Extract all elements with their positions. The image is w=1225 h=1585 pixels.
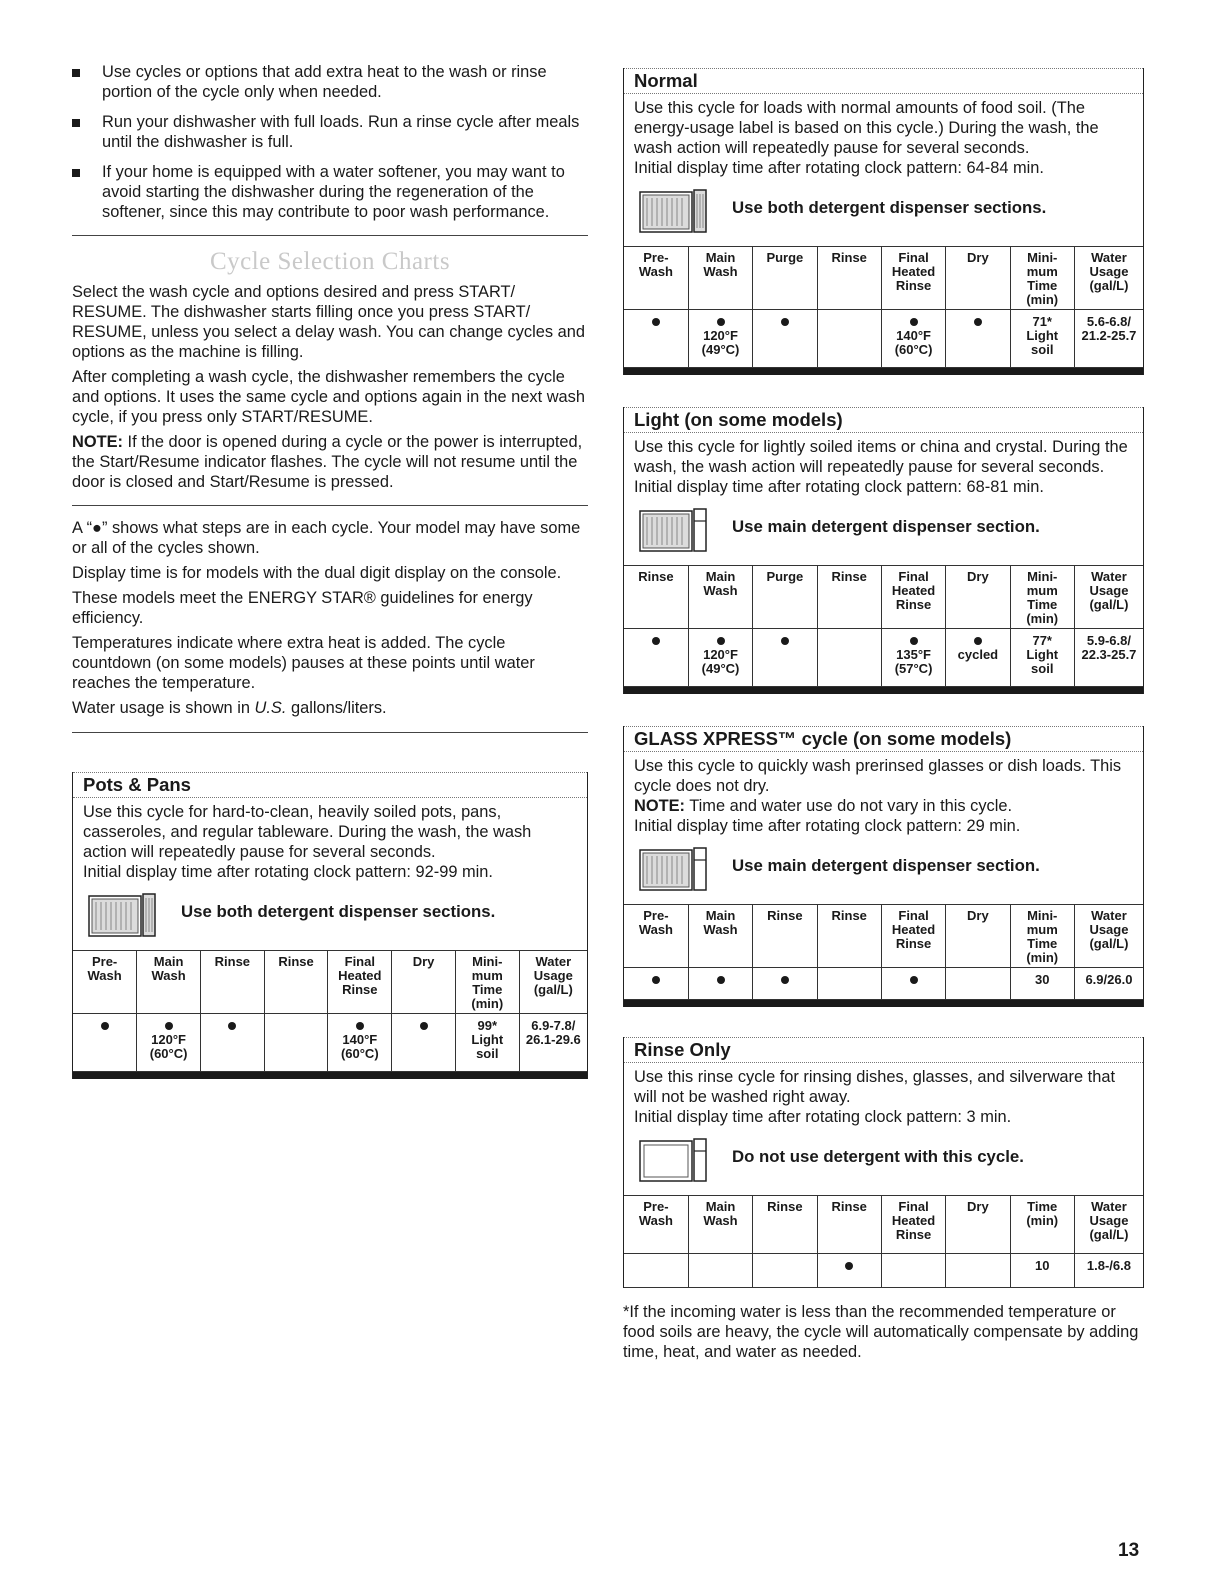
table-row — [624, 310, 1143, 368]
step-dot-icon — [910, 976, 918, 984]
left-column — [72, 62, 588, 1079]
cycle-description: Use this rinse cycle for rinsing dishes, glasses, and silverware that will not be washed right away. Initial display time after rotating clock pattern: 3 min. — [624, 1063, 1143, 1127]
display-time: Initial display time after rotating clock pattern: 92-99 min. — [83, 863, 493, 881]
list-item: If your home is equipped with a water softener, you may want to avoid starting the dishwasher during the regeneration of the softener, since this may contribute to poor wash performance. — [72, 162, 588, 222]
footnote: *If the incoming water is less than the recommended temperature or food soils are heavy, the cycle will automatically compensate by adding time, heat, and water as needed. — [623, 1303, 1139, 1361]
page-number: 13 — [1118, 1540, 1140, 1561]
table-header: Dry — [946, 247, 1010, 310]
table-cell: 6.9/26.0 — [1074, 968, 1143, 1000]
table-bottom-bar — [624, 368, 1143, 375]
paragraph: These models meet the ENERGY STAR® guidelines for energy efficiency. — [72, 589, 533, 627]
table-cell — [753, 310, 817, 368]
table-cell — [200, 1014, 264, 1072]
table-cell — [73, 1014, 137, 1072]
table-cell — [881, 968, 945, 1000]
table-cell: 120°F (60°C) — [137, 1014, 201, 1072]
table-header: Final Heated Rinse — [881, 905, 945, 968]
table-cell: 140°F (60°C) — [328, 1014, 392, 1072]
table-header-row — [624, 566, 1143, 629]
table-header: Pre- Wash — [624, 905, 688, 968]
table-header: Rinse — [817, 905, 881, 968]
cycle-title: Light (on some models) — [634, 409, 843, 430]
table-header-row — [624, 1196, 1143, 1254]
detergent-instruction: Use both detergent dispenser sections. — [181, 902, 496, 921]
cycle-title: Normal — [634, 70, 698, 91]
cycle-title: Rinse Only — [634, 1039, 731, 1060]
table-cell: cycled — [946, 629, 1010, 687]
list-item: Use cycles or options that add extra heat to the wash or rinse portion of the cycle only when needed. — [72, 62, 588, 102]
section-title: Cycle Selection Charts — [209, 248, 451, 275]
table-cell: 71* Light soil — [1010, 310, 1074, 368]
cycle-header — [624, 407, 1143, 433]
table-cell — [392, 1014, 456, 1072]
table-header: Mini- mum Time (min) — [1010, 905, 1074, 968]
note-paragraph: NOTE: Time and water use do not vary in this cycle. — [634, 797, 1013, 815]
step-dot-icon — [781, 637, 789, 645]
display-time: Initial display time after rotating clock pattern: 29 min. — [634, 817, 1021, 835]
table-header: Rinse — [624, 566, 688, 629]
table-header: Water Usage (gal/L) — [519, 951, 587, 1014]
cycle-table — [624, 1195, 1143, 1288]
table-cell — [817, 629, 881, 687]
step-dot-icon — [165, 1022, 173, 1030]
table-cell — [817, 310, 881, 368]
step-dot-icon — [652, 976, 660, 984]
table-row — [73, 1014, 587, 1072]
display-time: Initial display time after rotating clock pattern: 64-84 min. — [634, 159, 1044, 177]
display-time: Initial display time after rotating clock pattern: 3 min. — [634, 1108, 1012, 1126]
step-dot-icon — [974, 637, 982, 645]
table-cell — [753, 629, 817, 687]
table-header: Main Wash — [688, 905, 752, 968]
table-cell — [753, 968, 817, 1000]
table-header-row — [624, 905, 1143, 968]
table-bottom-bar — [624, 1000, 1143, 1007]
table-header: Rinse — [753, 905, 817, 968]
main-dispenser-icon — [638, 846, 708, 894]
table-header-row — [73, 951, 587, 1014]
bullet-square-icon — [72, 69, 80, 77]
table-header: Rinse — [817, 1196, 881, 1254]
table-header: Mini- mum Time (min) — [455, 951, 519, 1014]
cycle-normal — [623, 68, 1144, 375]
step-dot-icon — [781, 318, 789, 326]
table-cell — [753, 1254, 817, 1288]
step-dot-icon — [652, 318, 660, 326]
bullet-square-icon — [72, 119, 80, 127]
detergent-instruction: Use main detergent dispenser section. — [732, 856, 1040, 875]
table-cell — [624, 1254, 688, 1288]
step-dot-icon — [717, 976, 725, 984]
table-header: Final Heated Rinse — [881, 247, 945, 310]
both-dispenser-icon — [87, 892, 157, 940]
table-cell: 5.9-6.8/ 22.3-25.7 — [1074, 629, 1143, 687]
table-cell: 10 — [1010, 1254, 1074, 1288]
table-header: Pre- Wash — [73, 951, 137, 1014]
cycle-rinse-only — [623, 1037, 1144, 1288]
empty-dispenser-icon — [638, 1137, 708, 1185]
table-cell — [688, 1254, 752, 1288]
table-cell: 140°F (60°C) — [881, 310, 945, 368]
table-header: Water Usage (gal/L) — [1074, 247, 1143, 310]
cycle-pots-pans — [72, 772, 588, 1079]
cycle-description: Use this cycle to quickly wash prerinsed glasses or dish loads. This cycle does not dry. NOTE: Time and water use do not vary in this cycle. Initial display time after rotating clock pattern: 29 min. — [624, 752, 1143, 836]
detergent-instruction: Do not use detergent with this cycle. — [732, 1147, 1024, 1166]
table-row — [624, 629, 1143, 687]
table-header: Mini- mum Time (min) — [1010, 247, 1074, 310]
cycle-header — [624, 726, 1143, 752]
table-header: Pre- Wash — [624, 1196, 688, 1254]
main-dispenser-icon — [638, 507, 708, 555]
step-dot-icon — [845, 1262, 853, 1270]
table-row — [624, 968, 1143, 1000]
table-header: Final Heated Rinse — [881, 1196, 945, 1254]
right-column — [623, 68, 1144, 1362]
divider — [72, 235, 588, 236]
table-cell: 135°F (57°C) — [881, 629, 945, 687]
table-header: Rinse — [200, 951, 264, 1014]
table-cell: 1.8-/6.8 — [1074, 1254, 1143, 1288]
cycle-description: Use this cycle for lightly soiled items or china and crystal. During the wash, the wash action will repeatedly pause for several seconds. Initial display time after rotating clock pattern: 68-81 min. — [624, 433, 1143, 497]
table-cell — [624, 310, 688, 368]
table-header-row — [624, 247, 1143, 310]
table-cell: 120°F (49°C) — [688, 310, 752, 368]
paragraph: Temperatures indicate where extra heat is added. The cycle countdown (on some models) pauses at these points until water reaches the temperature. — [72, 634, 535, 692]
table-header: Main Wash — [137, 951, 201, 1014]
step-dot-icon — [101, 1022, 109, 1030]
paragraph: A “●” shows what steps are in each cycle. Your model may have some or all of the cycles shown. — [72, 519, 581, 557]
table-header: Final Heated Rinse — [881, 566, 945, 629]
table-cell — [946, 1254, 1010, 1288]
cycle-description: Use this cycle for hard-to-clean, heavily soiled pots, pans, casseroles, and regular tableware. During the wash, the wash action will repeatedly pause for several seconds. Initial display time after rotating clock pattern: 92-99 min. — [73, 798, 587, 882]
table-cell: 77* Light soil — [1010, 629, 1074, 687]
table-cell — [624, 629, 688, 687]
cycle-table — [624, 565, 1143, 687]
table-header: Purge — [753, 566, 817, 629]
bullet-square-icon — [72, 169, 80, 177]
table-header: Rinse — [753, 1196, 817, 1254]
table-cell: 6.9-7.8/ 26.1-29.6 — [519, 1014, 587, 1072]
table-header: Main Wash — [688, 566, 752, 629]
step-dot-icon — [717, 318, 725, 326]
table-header: Rinse — [817, 566, 881, 629]
step-dot-icon — [974, 318, 982, 326]
note-paragraph: NOTE: If the door is opened during a cycle or the power is interrupted, the Start/Resume indicator flashes. The cycle will not resume until the door is closed and Start/Resume is pressed. — [72, 433, 583, 491]
table-header: Water Usage (gal/L) — [1074, 1196, 1143, 1254]
table-header: Dry — [946, 566, 1010, 629]
detergent-row — [624, 497, 1143, 565]
table-cell — [946, 310, 1010, 368]
cycle-header — [624, 68, 1143, 94]
both-dispenser-icon — [638, 188, 708, 236]
cycle-table — [624, 904, 1143, 1000]
table-cell — [881, 1254, 945, 1288]
step-dot-icon — [420, 1022, 428, 1030]
step-dot-icon — [910, 318, 918, 326]
table-header: Purge — [753, 247, 817, 310]
cycle-table — [73, 950, 587, 1072]
detergent-instruction: Use main detergent dispenser section. — [732, 517, 1040, 536]
table-row — [624, 1254, 1143, 1288]
step-dot-icon — [356, 1022, 364, 1030]
cycle-light — [623, 407, 1144, 694]
detergent-row — [624, 836, 1143, 904]
table-cell — [946, 968, 1010, 1000]
table-header: Main Wash — [688, 247, 752, 310]
table-bottom-bar — [73, 1072, 587, 1079]
table-header: Dry — [392, 951, 456, 1014]
cycle-description: Use this cycle for loads with normal amounts of food soil. (The energy-usage label is based on this cycle.) During the wash, the wash action will repeatedly pause for several seconds. Initial display time after rotating clock pattern: 64-84 min. — [624, 94, 1143, 178]
table-header: Water Usage (gal/L) — [1074, 905, 1143, 968]
table-cell — [624, 968, 688, 1000]
table-bottom-bar — [624, 687, 1143, 694]
table-cell — [688, 968, 752, 1000]
step-dot-icon — [910, 637, 918, 645]
energy-tips-list — [72, 62, 588, 222]
table-header: Rinse — [817, 247, 881, 310]
table-cell — [817, 968, 881, 1000]
table-header: Dry — [946, 1196, 1010, 1254]
table-header: Rinse — [264, 951, 328, 1014]
paragraph: After completing a wash cycle, the dishwasher remembers the cycle and options. It uses the same cycle and options again in the next wash cycle, if you press only START/RESUME. — [72, 368, 585, 426]
table-cell: 99* Light soil — [455, 1014, 519, 1072]
table-header: Final Heated Rinse — [328, 951, 392, 1014]
step-dot-icon — [228, 1022, 236, 1030]
water-usage-paragraph: Water usage is shown in U.S. gallons/liters. — [72, 699, 387, 717]
detergent-row — [624, 1127, 1143, 1195]
step-dot-icon — [717, 637, 725, 645]
step-dot-icon — [781, 976, 789, 984]
table-header: Main Wash — [688, 1196, 752, 1254]
table-header: Water Usage (gal/L) — [1074, 566, 1143, 629]
cycle-header — [624, 1037, 1143, 1063]
paragraph: Display time is for models with the dual digit display on the console. — [72, 564, 562, 582]
cycle-table — [624, 246, 1143, 368]
cycle-header — [73, 772, 587, 798]
table-cell — [264, 1014, 328, 1072]
table-cell: 120°F (49°C) — [688, 629, 752, 687]
detergent-instruction: Use both detergent dispenser sections. — [732, 198, 1047, 217]
table-header: Dry — [946, 905, 1010, 968]
cycle-glass-xpress — [623, 726, 1144, 1007]
detergent-row — [624, 178, 1143, 246]
note-label: NOTE: — [634, 797, 685, 815]
cycle-title: Pots & Pans — [83, 774, 191, 795]
divider — [72, 505, 588, 506]
detergent-row — [73, 882, 587, 950]
divider — [72, 732, 588, 733]
table-cell — [817, 1254, 881, 1288]
table-header: Mini- mum Time (min) — [1010, 566, 1074, 629]
step-dot-icon — [652, 637, 660, 645]
paragraph: Select the wash cycle and options desired and press START/ RESUME. The dishwasher starts filling once you press START/ RESUME, unless you select a delay wash. You can change cycles and options as the machine is filling. — [72, 283, 585, 361]
display-time: Initial display time after rotating clock pattern: 68-81 min. — [634, 478, 1044, 496]
table-cell: 5.6-6.8/ 21.2-25.7 — [1074, 310, 1143, 368]
cycle-title: GLASS XPRESS™ cycle (on some models) — [634, 728, 1012, 749]
table-header: Pre- Wash — [624, 247, 688, 310]
table-header: Time (min) — [1010, 1196, 1074, 1254]
note-label: NOTE: — [72, 433, 123, 451]
table-cell: 30 — [1010, 968, 1074, 1000]
list-item: Run your dishwasher with full loads. Run a rinse cycle after meals until the dishwasher is full. — [72, 112, 588, 152]
